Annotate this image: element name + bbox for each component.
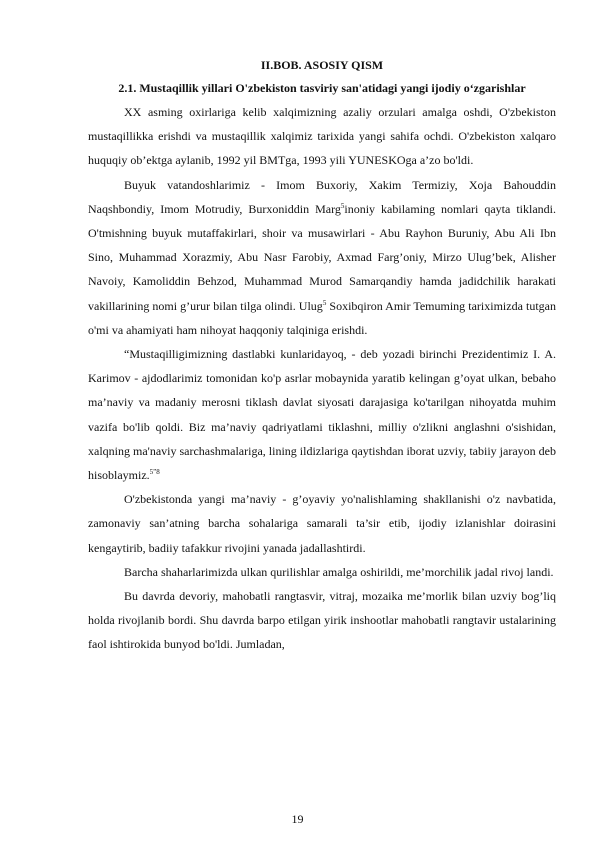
footnote-ref: 5 [340,201,345,210]
paragraph-5 [88,560,556,584]
paragraph-text: Buyuk vatandoshlarimiz - Imom Buxoriy, Xakim Termiziy, Xoja Bahouddin Naqshbondiy, Imom Motrudiy, Burxoniddin Marg [88,177,556,216]
paragraph-2 [88,173,556,342]
paragraph-4 [88,487,556,560]
paragraph-3 [88,342,556,487]
paragraph-1 [88,100,556,173]
paragraph-text: Bu davrda devoriy, mahobatli rangtasvir, vitraj, mozaika me’morlik bilan uzviy bog’liq holda rivojlanib bordi. Shu davrda barpo etilgan yirik inshootlar mahobatli rangtavir ustalarining faol ishtirokida bunyod bo'ldi. Jumladan, [88,589,556,652]
footnote-ref: 5 [322,298,327,307]
paragraph-text: Soxibqiron Amir Temuming tariximizda tutgan o'mi va ahamiyati ham nihoyat haqqoniy talqiniga erishdi. [88,298,556,337]
document-page [88,56,556,657]
paragraph-text: inoniy kabilaming nomlari qayta tiklandi. O'tmishning buyuk mutaffakirlari, shoir va musawirlari - Abu Rayhon Buruniy, Abu Ali Ibn Sino, Muhammad Xorazmiy, Abu Nasr Farobiy, Axmad Farg’oniy, Mirzo Ulug’bek, Alisher Navoiy, Kamoliddin Behzod, Muhammad Murod Samarqandiy hamda jadidchilik harakati vakillarining nomi g’urur bilan tilga olindi. Ulug [88,201,556,313]
paragraph-text: “Mustaqilligimizning dastlabki kunlaridayoq, - deb yozadi birinchi Prezidentimiz I. A. Karimov - ajdodlarimiz tomonidan ko'p asrlar mobaynida yaratib kelingan g’oyat ulkan, bebaho ma’naviy va madaniy merosni tiklash davlat siyosati darajasiga ko'tarilgan nihoyatda muhim vazifa bo'lib qoldi. Biz ma’naviy qadriyatlami tiklashni, milliy o'zlikni anglashni o'sishidan, xalqning ma'naviy sarchashmalariga, lining ildizlariga qaytishdan iborat uzviy, tabiiy jarayon deb hisoblaymiz. [88,347,556,483]
paragraph-text: Barcha shaharlarimizda ulkan qurilishlar amalga oshirildi, me’morchilik jadal rivoj landi. [124,564,554,579]
paragraph-6 [88,584,556,657]
chapter-title: II.BOB. ASOSIY QISM [260,58,384,72]
paragraph-text: XX asming oxirlariga kelib xalqimizning azaliy orzulari amalga oshdi, O'zbekiston mustaqillikka erishdi va mustaqillik xalqimiz tarixida yangi sahifa ochdi. O'zbekiston xalqaro huquqiy ob’ektga aylanib, 1992 yil BMTga, 1993 yili YUNESKOga a’zo bo'ldi. [88,105,556,168]
paragraph-text: O'zbekistonda yangi ma’naviy - g’oyaviy yo'nalishlaming shakllanishi o'z navbatida, zamonaviy san’atning barcha sohalariga samarali ta’sir etib, ijodiy izlanishlar doirasini kengaytirib, badiiy tafakkur rivojini yanada jadallashtirdi. [88,492,556,555]
page-number: 19 [291,812,304,826]
footnote-ref: 5”8 [149,468,160,477]
section-title: 2.1. Mustaqillik yillari O'zbekiston tasviriy san'atidagi yangi ijodiy o‘zgarishlar [118,81,526,95]
